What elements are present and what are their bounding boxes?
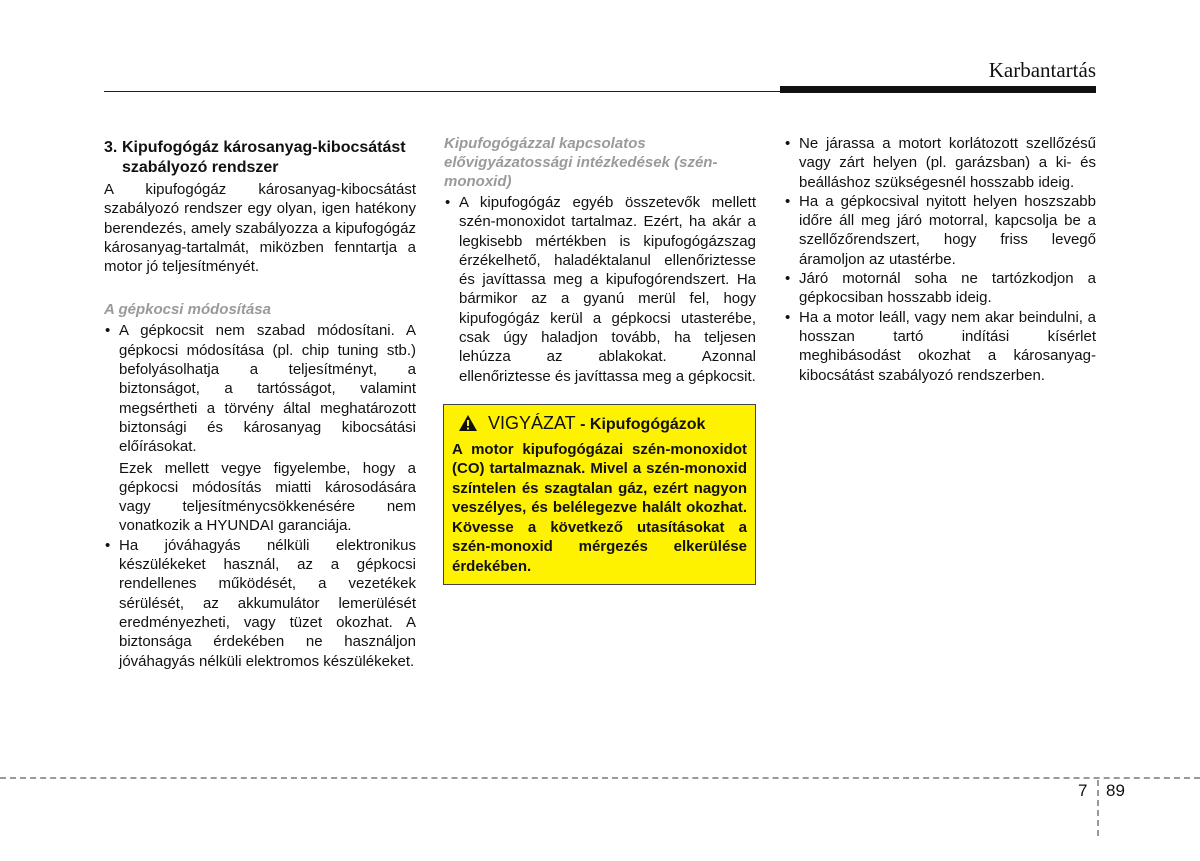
list-item-text: Ha a motor leáll, vagy nem akar beindulni, a hosszan tartó indítási kísérlet meghibásodást okozhat a károsanyag-kibocsátást szabályozó rendszerben. [799,308,1096,384]
list-item-text: A gépkocsit nem szabad módosítani. A gépkocsi módosítása (pl. chip tuning stb.) befolyásolhatja a teljesítményt, a biztonságot, a tartósságot, valamint megsértheti a törvény által meghatározott biztonsági és károsanyag kibocsátási előírásokat. [119,322,416,456]
footer-vertical-divider [1097,780,1099,836]
list-item [104,321,416,535]
section-heading [104,138,416,178]
header-rule-thick [780,86,1096,93]
bullet-list [444,193,756,386]
column-left [104,134,416,671]
list-item [784,308,1096,385]
warning-title-suffix: - Kipufogógázok [575,415,706,433]
list-item-text: Ha jóváhagyás nélküli elektronikus készülékeket használ, az a gépkocsi rendellenes működését, a vezetékek sérülését, az akkumulátor lemerülését eredményezheti, vagy tüzet okozhat. A biztonsága érdekében ne használjon jóváhagyás nélküli elektromos készülékeket. [119,536,416,670]
warning-label: VIGYÁZAT [488,412,576,433]
list-item [784,269,1096,308]
list-item [104,536,416,671]
bullet-icon: • [105,536,111,554]
header-rule [104,91,780,92]
warning-title [452,411,747,438]
list-item-text: A kipufogógáz egyéb összetevők mellett szén-monoxidot tartalmaz. Ezért, ha akár a legkisebb mértékben is kipufogógázszag érzékelhető, haladéktalanul ellenőriztesse és javíttassa meg a kipufogórendszert. Ha bármikor az a gyanú merül fel, hogy kipufogógáz kerül a gépkocsi utasterébe, csak úgy haladjon tovább, ha teljesen lehúzza az ablakokat. Azonnal ellenőriztesse és javíttassa meg a gépkocsit. [459,194,756,385]
bullet-icon: • [445,194,451,211]
column-right [784,134,1096,385]
list-item-text: Ha a gépkocsival nyitott helyen hoszszabb időre áll meg járó motorral, kapcsolja be a szellőzőrendszert, hogy friss levegő áramoljon az utastérbe. [799,192,1096,268]
list-item [784,192,1096,269]
bullet-list [104,321,416,670]
subheading-vehicle-modification: A gépkocsi módosítása [104,301,271,319]
bullet-icon: • [785,270,791,288]
list-item [784,134,1096,192]
warning-text: A motor kipufogógázai szén-monoxidot (CO) tartalmaznak. Mivel a szén-monoxid színtelen és szagtalan gáz, ezért nagyon veszélyes, és belélegezve halált okozhat. Kövesse a következő utasításokat a szén-monoxid mérgezés elkerülése érdekében. [452,440,747,575]
page-number: 89 [1106,781,1125,800]
chapter-number: 7 [1078,781,1088,800]
bullet-icon: • [785,192,791,210]
subheading-exhaust-precautions: Kipufogógázzal kapcsolatos elővigyázatossági intézkedések (szén-monoxid) [444,135,718,190]
section-number: 3. [104,139,118,156]
intro-paragraph: A kipufogógáz károsanyag-kibocsátást szabályozó rendszer egy olyan, igen hatékony berendezés, amely szabályozza a kipufogógáz károsanyag-tartalmát, miközben fenntartja a motor jó teljesítményét. [104,181,416,276]
section-title: Kipufogógáz károsanyag-kibocsátást szabályozó rendszer [122,139,406,176]
bullet-icon: • [105,322,111,340]
list-item-text: Járó motornál soha ne tartózkodjon a gépkocsiban hosszabb ideig. [799,270,1096,307]
bullet-list [784,134,1096,385]
list-item-continuation: Ezek mellett vegye figyelembe, hogy a gépkocsi módosítás miatti károsodására vagy teljesítménycsökkenésére nem vonatkozik a HYUNDAI garanciája. [119,459,416,535]
page-header-title: Karbantartás [988,58,1096,82]
column-middle [444,134,756,585]
list-item-text: Ne járassa a motort korlátozott szellőzésű vagy zárt helyen (pl. garázsban) a ki- és beálláshoz szükségesnél hosszabb ideig. [799,135,1096,191]
warning-box [443,404,756,586]
bullet-icon: • [785,135,791,152]
list-item [444,193,756,386]
footer-divider [0,777,1200,779]
warning-triangle-icon [458,414,478,438]
bullet-icon: • [785,308,791,326]
